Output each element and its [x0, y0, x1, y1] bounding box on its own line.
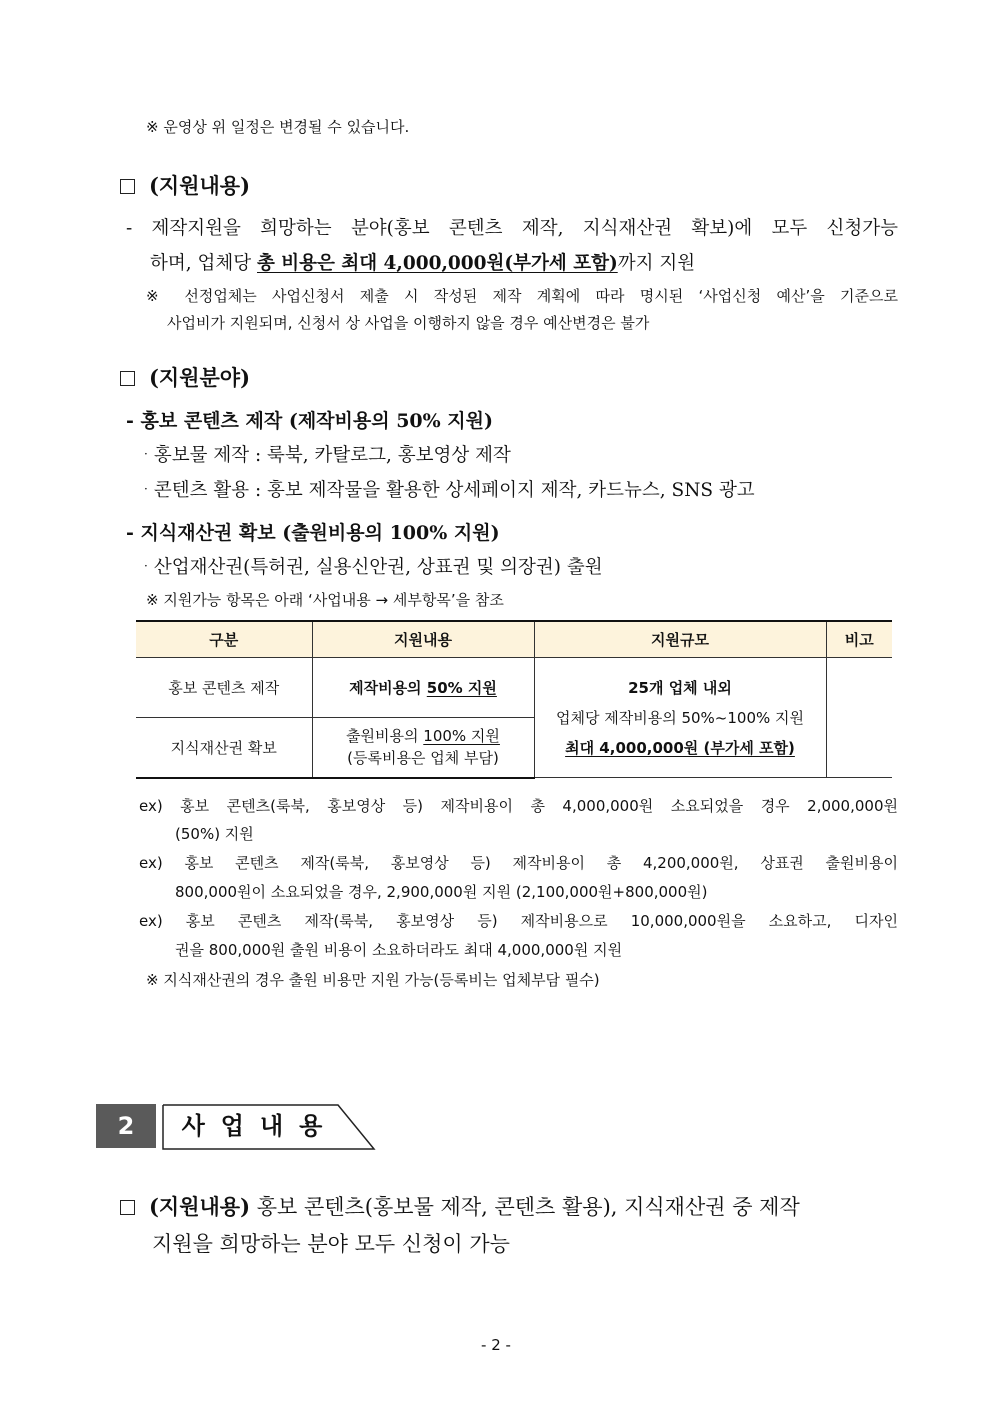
- business-content-line1: (지원내용) 홍보 콘텐츠(홍보물 제작, 콘텐츠 활용), 지식재산권 중 제작: [120, 1191, 800, 1221]
- row-content: 출원비용의 100% 지원 (등록비용은 업체 부담): [312, 718, 534, 778]
- table-header-cell: 지원규모: [534, 621, 826, 658]
- section-title: 사업내용: [181, 1112, 339, 1140]
- max-budget-highlight: 총 비용은 최대 4,000,000원(부가세 포함): [257, 253, 618, 274]
- row-category: 지식재산권 확보: [136, 718, 312, 778]
- support-content-note-line2: 사업비가 지원되며, 신청서 상 사업을 이행하지 않을 경우 예산변경은 불가: [167, 314, 650, 332]
- support-table: [136, 620, 892, 779]
- support-content-line1: - 제작지원을 희망하는 분야(홍보 콘텐츠 제작, 지식재산권 확보)에 모두 신청가능: [126, 218, 898, 239]
- promo-title: - 홍보 콘텐츠 제작 (제작비용의 50% 지원): [126, 410, 494, 432]
- scale-max: 최대 4,000,000원 (부가세 포함): [565, 738, 795, 757]
- row-content: 제작비용의 50% 지원: [312, 658, 534, 718]
- section-title-box: [162, 1104, 376, 1150]
- support-field-heading: (지원분야): [120, 362, 250, 392]
- table-header-row: [136, 621, 892, 658]
- support-content-heading: (지원내용): [120, 170, 250, 200]
- schedule-note: ※ 운영상 위 일정은 변경될 수 있습니다.: [146, 118, 410, 136]
- example-1-line1: ex) 홍보 콘텐츠(룩북, 홍보영상 등) 제작비용이 총 4,000,000원 소요되었을 경우 2,000,000원: [139, 797, 898, 815]
- page-number: - 2 -: [481, 1336, 511, 1354]
- checkbox-square-icon: [120, 1200, 135, 1215]
- example-3-line1: ex) 홍보 콘텐츠 제작(룩북, 홍보영상 등) 제작비용으로 10,000,000원을 소요하고, 디자인: [139, 912, 898, 930]
- ip-title: - 지식재산권 확보 (출원비용의 100% 지원): [126, 522, 500, 544]
- table-header-cell: 구분: [136, 621, 312, 658]
- support-scale-cell: [534, 658, 826, 778]
- table-row: [136, 658, 892, 718]
- remark-cell: [826, 658, 892, 778]
- example-2-line2: 800,000원이 소요되었을 경우, 2,900,000원 지원 (2,100,000원+800,000원): [175, 883, 708, 901]
- example-3-line2: 권을 800,000원 출원 비용이 소요하더라도 최대 4,000,000원 지원: [175, 941, 623, 959]
- scale-ratio: 업체당 제작비용의 50%~100% 지원: [556, 708, 804, 727]
- support-content-line2: 하며, 업체당 총 비용은 최대 4,000,000원(부가세 포함)까지 지원: [150, 253, 696, 274]
- ip-item-1: · 산업재산권(특허권, 실용신안권, 상표권 및 의장권) 출원: [144, 557, 603, 578]
- ip-filing-note: ※ 지식재산권의 경우 출원 비용만 지원 가능(등록비는 업체부담 필수): [146, 971, 600, 989]
- checkbox-square-icon: [120, 371, 135, 386]
- support-content-note-line1: ※ 선정업체는 사업신청서 제출 시 작성된 제작 계획에 따라 명시된 ‘사업신청 예산’을 기준으로: [146, 287, 898, 305]
- support-field-note: ※ 지원가능 항목은 아래 ‘사업내용 → 세부항목’을 참조: [146, 591, 504, 609]
- table-header-cell: 지원내용: [312, 621, 534, 658]
- promo-item-2: · 콘텐츠 활용 : 홍보 제작물을 활용한 상세페이지 제작, 카드뉴스, SNS 광고: [144, 480, 755, 501]
- section-number: 2: [96, 1104, 156, 1148]
- example-1-line2: (50%) 지원: [175, 825, 254, 843]
- example-2-line1: ex) 홍보 콘텐츠 제작(룩북, 홍보영상 등) 제작비용이 총 4,200,000원, 상표권 출원비용이: [139, 854, 898, 872]
- row-category: 홍보 콘텐츠 제작: [136, 658, 312, 718]
- scale-companies: 25개 업체 내외: [628, 678, 732, 697]
- promo-item-1: · 홍보물 제작 : 룩북, 카탈로그, 홍보영상 제작: [144, 445, 511, 466]
- business-content-line2: 지원을 희망하는 분야 모두 신청이 가능: [152, 1232, 510, 1256]
- table-header-cell: 비고: [826, 621, 892, 658]
- checkbox-square-icon: [120, 179, 135, 194]
